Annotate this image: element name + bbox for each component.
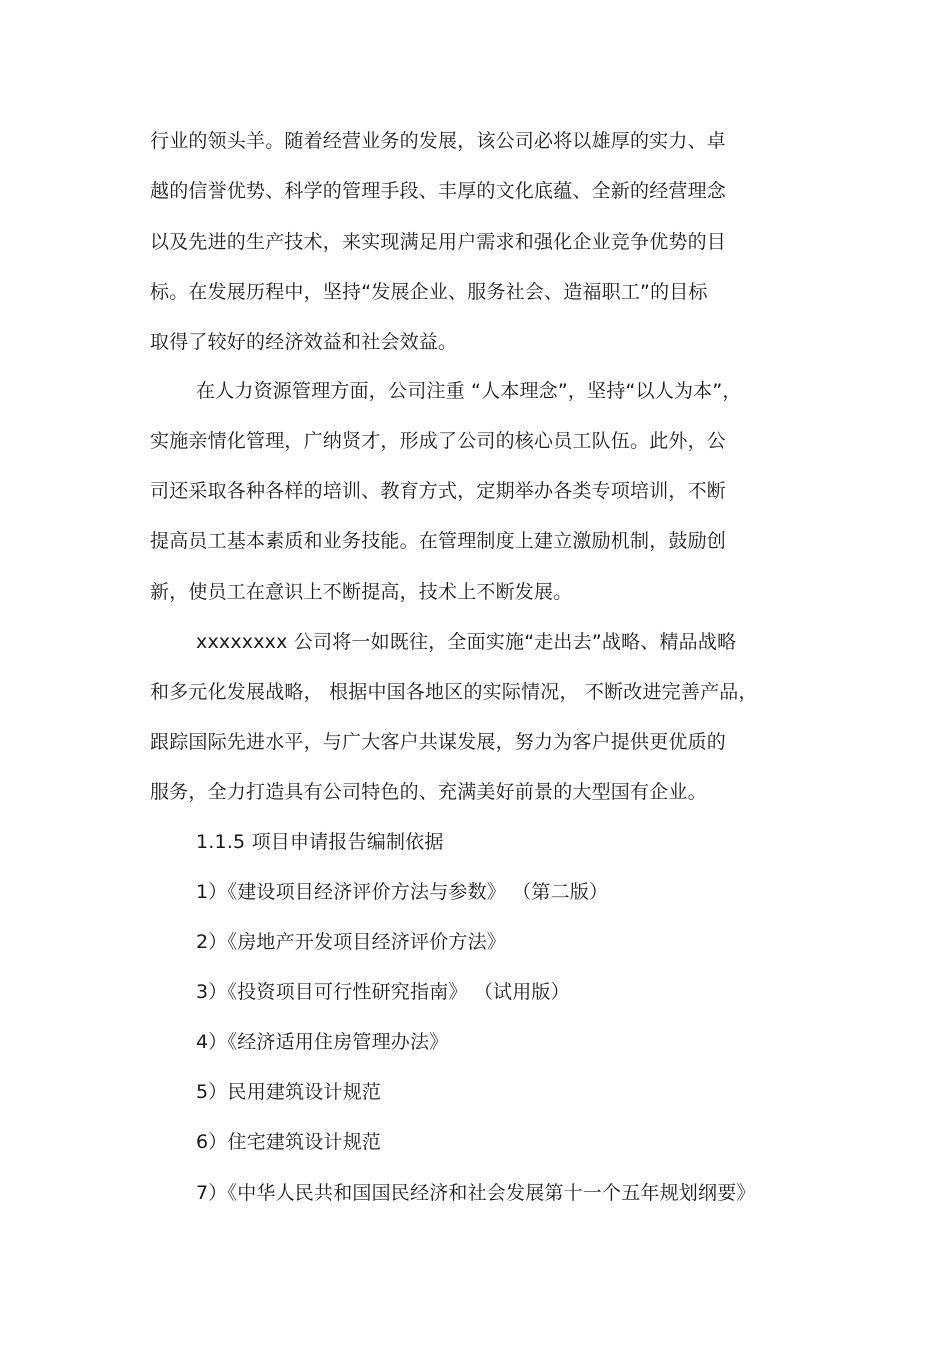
reference-item: 4）《经济适用住房管理办法》 xyxy=(196,1031,449,1053)
paragraph-line: 越的信誉优势、科学的管理手段、丰厚的文化底蕴、全新的经营理念 xyxy=(150,180,727,202)
paragraph-line: xxxxxxxx 公司将一如既往，全面实施“走出去”战略、精品战略 xyxy=(196,631,737,653)
paragraph-line: 以及先进的生产技术，来实现满足用户需求和强化企业竞争优势的目 xyxy=(150,231,727,253)
paragraph-line: 标。在发展历程中，坚持“发展企业、服务社会、造福职工”的目标 xyxy=(150,281,708,303)
paragraph-line: 司还采取各种各样的培训、教育方式，定期举办各类专项培训，不断 xyxy=(150,480,727,502)
paragraph-line: 跟踪国际先进水平，与广大客户共谋发展，努力为客户提供更优质的 xyxy=(150,731,727,753)
section-heading: 1.1.5 项目申请报告编制依据 xyxy=(196,831,444,853)
paragraph-line: 在人力资源管理方面，公司注重 “人本理念”，坚持“以人为本”， xyxy=(196,380,742,402)
reference-item: 2）《房地产开发项目经济评价方法》 xyxy=(196,931,506,953)
paragraph-line: 取得了较好的经济效益和社会效益。 xyxy=(150,331,458,353)
paragraph-line: 和多元化发展战略， 根据中国各地区的实际情况， 不断改进完善产品， xyxy=(150,681,758,703)
paragraph-line: 行业的领头羊。随着经营业务的发展，该公司必将以雄厚的实力、卓 xyxy=(150,130,727,152)
paragraph-line: 新，使员工在意识上不断提高，技术上不断发展。 xyxy=(150,581,573,603)
reference-item: 3）《投资项目可行性研究指南》 （试用版） xyxy=(196,981,570,1003)
paragraph-line: 提高员工基本素质和业务技能。在管理制度上建立激励机制，鼓励创 xyxy=(150,530,727,552)
reference-item: 6）住宅建筑设计规范 xyxy=(196,1131,382,1153)
reference-item: 5）民用建筑设计规范 xyxy=(196,1081,382,1103)
reference-item: 7）《中华人民共和国国民经济和社会发展第十一个五年规划纲要》 xyxy=(196,1182,756,1204)
paragraph-line: 服务，全力打造具有公司特色的、充满美好前景的大型国有企业。 xyxy=(150,781,707,803)
paragraph-line: 实施亲情化管理，广纳贤才，形成了公司的核心员工队伍。此外，公 xyxy=(150,430,727,452)
reference-item: 1）《建设项目经济评价方法与参数》 （第二版） xyxy=(196,881,609,903)
